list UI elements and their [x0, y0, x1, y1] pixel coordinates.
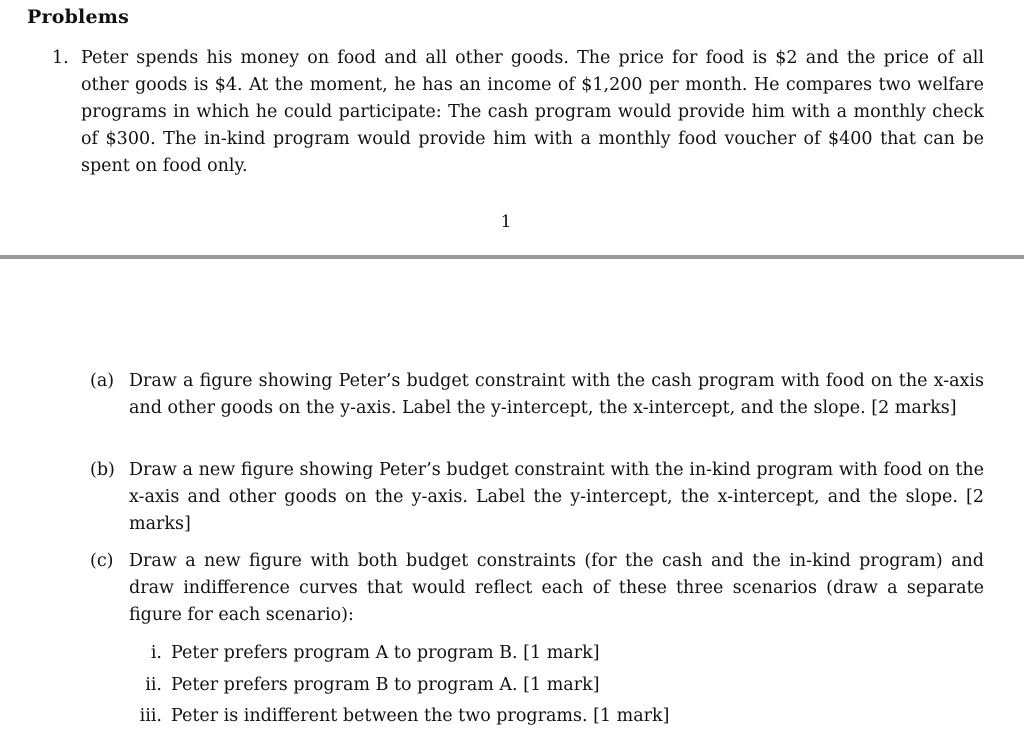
document-page-1 [0, 0, 1024, 255]
section-heading: Problems [27, 6, 129, 28]
part-a-label: (a) [90, 371, 115, 391]
part-c-label: (c) [90, 551, 114, 571]
page-number: 1 [500, 212, 512, 232]
subpart-ii-text: Peter prefers program B to program A. [1 mark] [171, 675, 600, 695]
subpart-iii-label: iii. [139, 706, 162, 726]
part-b-label: (b) [90, 460, 115, 480]
subpart-ii-label: ii. [145, 675, 162, 695]
part-a-text: Draw a figure showing Peter’s budget constraint with the cash program with food on the x-axis and other goods on the y-axis. Label the y-intercept, the x-intercept, and the slope. [2 marks] [129, 371, 984, 418]
subpart-i-text: Peter prefers program A to program B. [1 mark] [171, 643, 600, 663]
subpart-iii-text: Peter is indifferent between the two programs. [1 mark] [171, 706, 670, 726]
part-c-text: Draw a new figure with both budget constraints (for the cash and the in-kind program) and draw indifference curves that would reflect each of these three scenarios (draw a separate figure for each scenario): [129, 551, 984, 625]
problem-number: 1. [52, 48, 69, 68]
page-separator [0, 255, 1024, 259]
part-b-text: Draw a new figure showing Peter’s budget constraint with the in-kind program with food on the x-axis and other goods on the y-axis. Label the y-intercept, the x-intercept, and the slope. [2 marks] [129, 460, 984, 534]
problem-statement: Peter spends his money on food and all other goods. The price for food is $2 and the price of all other goods is $4. At the moment, he has an income of $1,200 per month. He compares two welfare programs in which he could participate: The cash program would provide him with a monthly check of $300. The in-kind program would provide him with a monthly food voucher of $400 that can be spent on food only. [81, 48, 984, 176]
subpart-i-label: i. [150, 643, 162, 663]
